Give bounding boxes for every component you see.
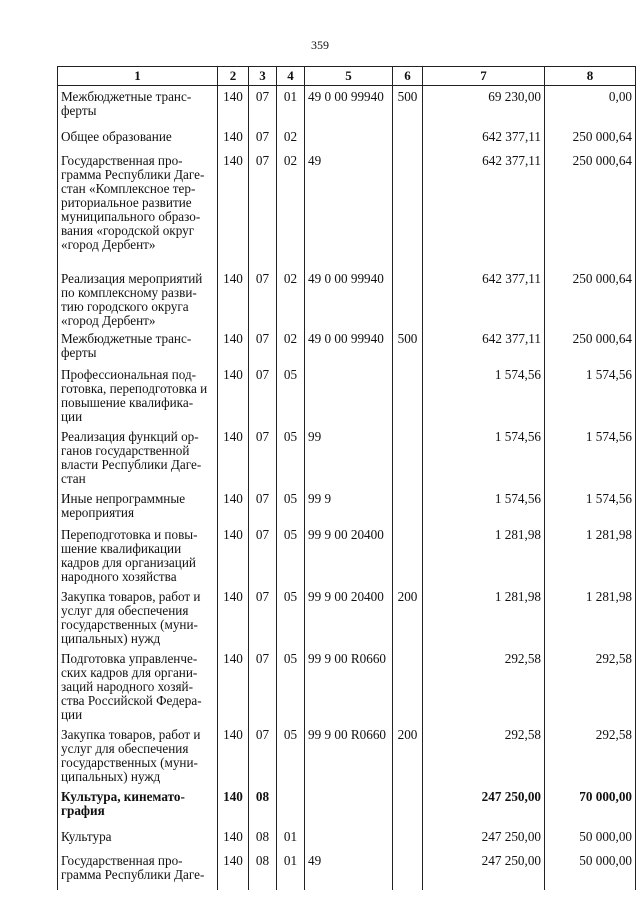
row-section-code: 140	[218, 126, 249, 150]
row-target-code: 99 9 00 R0660	[305, 724, 393, 786]
row-amount-col8: 250 000,64	[545, 328, 636, 364]
table-row	[58, 150, 636, 268]
table-row	[58, 826, 636, 850]
row-expense-type	[393, 488, 423, 524]
table-row	[58, 364, 636, 426]
row-section-code: 140	[218, 786, 249, 826]
row-item-code: 05	[277, 524, 305, 586]
row-section-code: 140	[218, 488, 249, 524]
row-name-cell: Профессиональная под-готовка, переподготовка и повышение квалифика-ции	[58, 364, 218, 426]
header-col-3: 3	[249, 67, 277, 86]
row-item-code: 02	[277, 126, 305, 150]
row-item-code: 01	[277, 86, 305, 126]
row-item-code: 02	[277, 150, 305, 268]
row-section-code: 140	[218, 364, 249, 426]
table-row	[58, 426, 636, 488]
row-item-code: 05	[277, 364, 305, 426]
row-item-code: 05	[277, 724, 305, 786]
table-row	[58, 786, 636, 826]
row-amount-col7: 1 281,98	[423, 586, 545, 648]
row-subsection-code: 07	[249, 524, 277, 586]
row-item-code: 05	[277, 488, 305, 524]
row-subsection-code: 07	[249, 126, 277, 150]
row-target-code: 49 0 00 99940	[305, 328, 393, 364]
header-row	[58, 67, 636, 86]
row-expense-type	[393, 426, 423, 488]
row-item-code: 05	[277, 426, 305, 488]
row-expense-type	[393, 850, 423, 890]
row-name-cell: Закупка товаров, работ и услуг для обеспечения государственных (муни-ципальных) нужд	[58, 586, 218, 648]
row-amount-col8: 292,58	[545, 648, 636, 724]
row-subsection-code: 07	[249, 86, 277, 126]
row-name-cell: Иные непрограммные мероприятия	[58, 488, 218, 524]
row-item-code: 01	[277, 850, 305, 890]
table-row	[58, 724, 636, 786]
row-amount-col8: 1 281,98	[545, 524, 636, 586]
row-name-cell: Государственная про-грамма Республики Даге-стан «Комплексное тер-риториальное развитие муниципального образо-вания «городской округ «город Дербент»	[58, 150, 218, 268]
row-section-code: 140	[218, 150, 249, 268]
table-row	[58, 268, 636, 328]
row-amount-col8: 1 574,56	[545, 488, 636, 524]
row-subsection-code: 07	[249, 364, 277, 426]
row-section-code: 140	[218, 86, 249, 126]
table-row	[58, 648, 636, 724]
row-amount-col8: 70 000,00	[545, 786, 636, 826]
row-amount-col8: 1 281,98	[545, 586, 636, 648]
row-amount-col8: 1 574,56	[545, 426, 636, 488]
row-name-cell: Переподготовка и повы-шение квалификации кадров для организаций народного хозяйства	[58, 524, 218, 586]
row-amount-col7: 69 230,00	[423, 86, 545, 126]
row-amount-col8: 0,00	[545, 86, 636, 126]
row-expense-type	[393, 268, 423, 328]
row-name-cell: Общее образование	[58, 126, 218, 150]
table-row	[58, 524, 636, 586]
row-amount-col7: 292,58	[423, 724, 545, 786]
row-item-code: 05	[277, 648, 305, 724]
row-target-code	[305, 364, 393, 426]
row-subsection-code: 07	[249, 648, 277, 724]
row-amount-col7: 1 281,98	[423, 524, 545, 586]
table-row	[58, 586, 636, 648]
row-item-code: 02	[277, 328, 305, 364]
row-section-code: 140	[218, 724, 249, 786]
header-col-6: 6	[393, 67, 423, 86]
row-name-cell: Межбюджетные транс-ферты	[58, 328, 218, 364]
row-amount-col7: 247 250,00	[423, 786, 545, 826]
page-number: 359	[311, 38, 329, 52]
row-target-code	[305, 786, 393, 826]
header-col-7: 7	[423, 67, 545, 86]
row-subsection-code: 08	[249, 786, 277, 826]
row-target-code: 99 9 00 20400	[305, 586, 393, 648]
row-amount-col7: 292,58	[423, 648, 545, 724]
row-target-code	[305, 826, 393, 850]
row-expense-type: 500	[393, 328, 423, 364]
table-body	[58, 86, 636, 890]
row-amount-col8: 292,58	[545, 724, 636, 786]
row-expense-type	[393, 150, 423, 268]
row-item-code	[277, 786, 305, 826]
row-amount-col8: 50 000,00	[545, 826, 636, 850]
row-amount-col7: 642 377,11	[423, 328, 545, 364]
row-expense-type	[393, 524, 423, 586]
row-amount-col7: 247 250,00	[423, 850, 545, 890]
row-section-code: 140	[218, 850, 249, 890]
row-name-cell: Закупка товаров, работ и услуг для обеспечения государственных (муни-ципальных) нужд	[58, 724, 218, 786]
row-expense-type	[393, 786, 423, 826]
row-target-code: 49	[305, 850, 393, 890]
row-target-code: 99	[305, 426, 393, 488]
row-amount-col7: 1 574,56	[423, 364, 545, 426]
row-target-code: 99 9 00 R0660	[305, 648, 393, 724]
row-name-cell: Культура	[58, 826, 218, 850]
row-amount-col7: 1 574,56	[423, 488, 545, 524]
row-target-code: 49	[305, 150, 393, 268]
row-amount-col7: 247 250,00	[423, 826, 545, 850]
row-item-code: 05	[277, 586, 305, 648]
header-col-1: 1	[58, 67, 218, 86]
row-item-code: 02	[277, 268, 305, 328]
row-expense-type	[393, 364, 423, 426]
row-section-code: 140	[218, 328, 249, 364]
row-section-code: 140	[218, 648, 249, 724]
row-amount-col7: 642 377,11	[423, 150, 545, 268]
row-name-cell: Культура, кинемато-графия	[58, 786, 218, 826]
row-amount-col8: 250 000,64	[545, 150, 636, 268]
row-name-cell: Реализация функций ор-ганов государственной власти Республики Даге-стан	[58, 426, 218, 488]
header-col-8: 8	[545, 67, 636, 86]
row-name-cell: Реализация мероприятий по комплексному разви-тию городского округа «город Дербент»	[58, 268, 218, 328]
row-target-code: 99 9	[305, 488, 393, 524]
row-section-code: 140	[218, 524, 249, 586]
row-item-code: 01	[277, 826, 305, 850]
row-subsection-code: 08	[249, 850, 277, 890]
row-expense-type	[393, 648, 423, 724]
row-subsection-code: 08	[249, 826, 277, 850]
header-col-5: 5	[305, 67, 393, 86]
row-subsection-code: 07	[249, 488, 277, 524]
row-name-cell: Государственная про-грамма Республики Даге-	[58, 850, 218, 890]
row-subsection-code: 07	[249, 268, 277, 328]
row-section-code: 140	[218, 826, 249, 850]
table-row	[58, 86, 636, 126]
table-row	[58, 488, 636, 524]
row-amount-col7: 642 377,11	[423, 268, 545, 328]
row-amount-col8: 250 000,64	[545, 268, 636, 328]
row-subsection-code: 07	[249, 328, 277, 364]
row-expense-type	[393, 826, 423, 850]
row-target-code	[305, 126, 393, 150]
row-amount-col8: 50 000,00	[545, 850, 636, 890]
row-expense-type: 200	[393, 586, 423, 648]
row-target-code: 99 9 00 20400	[305, 524, 393, 586]
table-row	[58, 850, 636, 890]
table-row	[58, 126, 636, 150]
row-amount-col8: 250 000,64	[545, 126, 636, 150]
row-target-code: 49 0 00 99940	[305, 268, 393, 328]
row-amount-col7: 642 377,11	[423, 126, 545, 150]
row-target-code: 49 0 00 99940	[305, 86, 393, 126]
row-amount-col8: 1 574,56	[545, 364, 636, 426]
row-expense-type	[393, 126, 423, 150]
header-col-2: 2	[218, 67, 249, 86]
row-section-code: 140	[218, 268, 249, 328]
budget-table	[57, 66, 636, 890]
header-col-4: 4	[277, 67, 305, 86]
row-subsection-code: 07	[249, 586, 277, 648]
row-section-code: 140	[218, 586, 249, 648]
row-expense-type: 500	[393, 86, 423, 126]
row-amount-col7: 1 574,56	[423, 426, 545, 488]
row-subsection-code: 07	[249, 724, 277, 786]
row-section-code: 140	[218, 426, 249, 488]
row-expense-type: 200	[393, 724, 423, 786]
row-subsection-code: 07	[249, 426, 277, 488]
row-name-cell: Подготовка управленче-ских кадров для органи-заций народного хозяй-ства Российской Федера-ции	[58, 648, 218, 724]
row-name-cell: Межбюджетные транс-ферты	[58, 86, 218, 126]
row-subsection-code: 07	[249, 150, 277, 268]
table-row	[58, 328, 636, 364]
